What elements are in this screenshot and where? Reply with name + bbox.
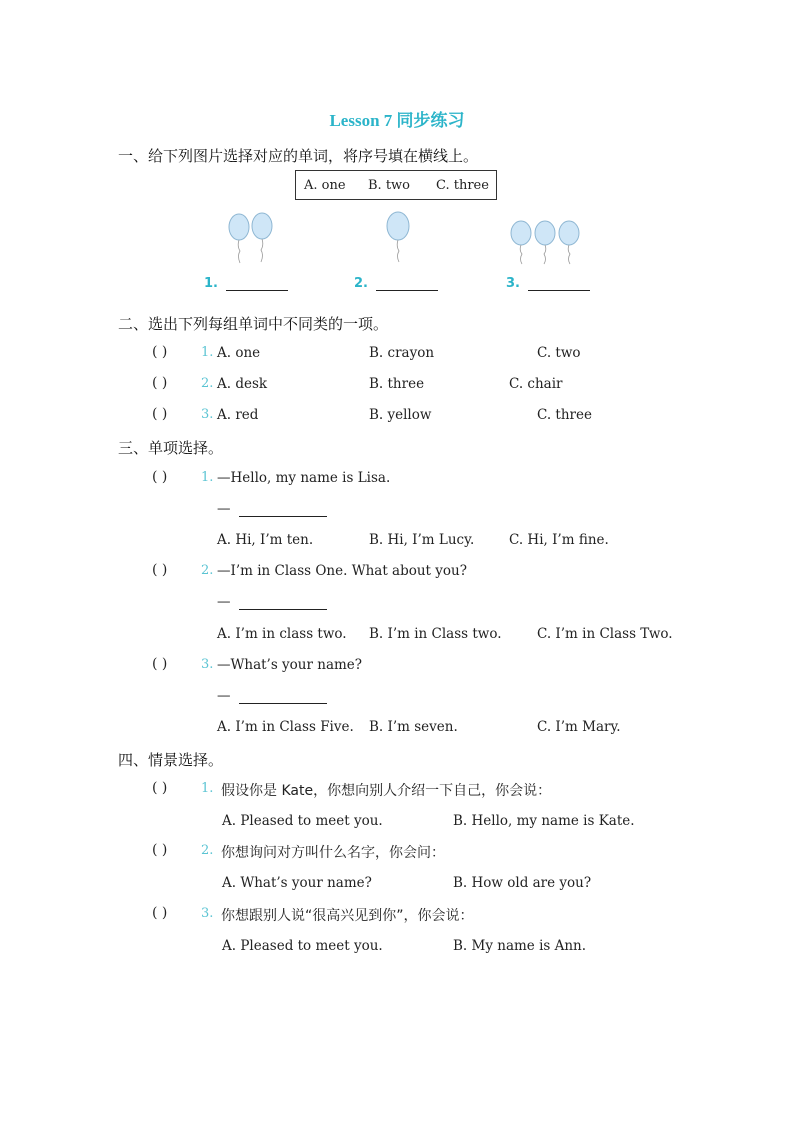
question-text: —What’s your name? — [217, 657, 363, 673]
question-number: 1. — [201, 345, 214, 360]
answer-bracket[interactable]: ( ) — [152, 344, 168, 360]
question-number: 3. — [201, 906, 214, 921]
option-c: C. two — [537, 345, 581, 361]
blank-line — [528, 289, 590, 291]
question-text: —I’m in Class One. What about you? — [217, 563, 467, 579]
option-b: B. Hi, I’m Lucy. — [369, 532, 475, 548]
balloon-icon — [511, 221, 531, 264]
blank-line — [239, 702, 327, 704]
word-option-b: B. two — [368, 178, 410, 193]
answer-bracket[interactable]: ( ) — [152, 406, 168, 422]
question-number: 1. — [201, 470, 214, 485]
option-b: B. three — [369, 376, 425, 392]
option-c: C. three — [537, 407, 592, 423]
balloon-icon — [387, 212, 409, 262]
option-a: A. Pleased to meet you. — [222, 938, 383, 954]
answer-bracket[interactable]: ( ) — [152, 562, 168, 578]
balloon-icon — [559, 221, 579, 264]
option-a: A. one — [217, 345, 261, 361]
question-number: 3. — [201, 407, 214, 422]
balloon-icon — [252, 213, 272, 262]
option-b: B. How old are you? — [453, 875, 592, 891]
option-b: B. yellow — [369, 407, 432, 423]
blank-number: 2. — [354, 276, 368, 291]
option-b: B. I’m seven. — [369, 719, 458, 735]
blank-number: 3. — [506, 276, 520, 291]
question-number: 2. — [201, 376, 214, 391]
one-balloon-image — [383, 209, 413, 263]
option-c: C. chair — [509, 376, 563, 392]
reply-blank[interactable] — [217, 688, 327, 704]
answer-blank-2[interactable] — [354, 275, 438, 291]
option-b: B. Hello, my name is Kate. — [453, 813, 635, 829]
answer-bracket[interactable]: ( ) — [152, 656, 168, 672]
three-balloons-image — [508, 219, 584, 265]
answer-bracket[interactable]: ( ) — [152, 375, 168, 391]
question-text: 你想跟别人说“很高兴见到你”，你会说： — [221, 908, 474, 924]
reply-blank[interactable] — [217, 501, 327, 517]
balloon-icon — [535, 221, 555, 264]
option-a: A. desk — [217, 376, 268, 392]
dash: — — [217, 501, 231, 517]
section-4-heading: 四、情景选择。 — [118, 751, 224, 769]
option-a: A. red — [217, 407, 259, 423]
dash: — — [217, 594, 231, 610]
dash: — — [217, 688, 231, 704]
balloon-icon — [229, 214, 249, 263]
option-b: B. crayon — [369, 345, 435, 361]
answer-blank-3[interactable] — [506, 275, 590, 291]
blank-number: 1. — [204, 276, 218, 291]
blank-line — [239, 515, 327, 517]
question-number: 2. — [201, 563, 214, 578]
option-c: C. I’m in Class Two. — [537, 626, 673, 642]
option-a: A. I’m in class two. — [217, 626, 347, 642]
answer-bracket[interactable]: ( ) — [152, 905, 168, 921]
option-b: B. My name is Ann. — [453, 938, 587, 954]
option-a: A. Hi, I’m ten. — [217, 532, 314, 548]
question-number: 2. — [201, 843, 214, 858]
answer-bracket[interactable]: ( ) — [152, 469, 168, 485]
option-a: A. I’m in Class Five. — [217, 719, 354, 735]
section-3-heading: 三、单项选择。 — [118, 439, 224, 457]
two-balloons-image — [224, 210, 280, 265]
section-1-heading: 一、给下列图片选择对应的单词，将序号填在横线上。 — [118, 147, 479, 165]
question-number: 3. — [201, 657, 214, 672]
answer-blank-1[interactable] — [204, 275, 288, 291]
answer-bracket[interactable]: ( ) — [152, 780, 168, 796]
question-text: 你想询问对方叫什么名字，你会问： — [221, 845, 445, 861]
page-title: Lesson 7 同步练习 — [329, 111, 465, 130]
blank-line — [226, 289, 288, 291]
reply-blank[interactable] — [217, 594, 327, 610]
option-a: A. What’s your name? — [222, 875, 372, 891]
word-box — [295, 170, 497, 200]
word-option-c: C. three — [436, 178, 489, 193]
question-number: 1. — [201, 781, 214, 796]
section-2-heading: 二、选出下列每组单词中不同类的一项。 — [118, 315, 389, 333]
option-a: A. Pleased to meet you. — [222, 813, 383, 829]
blank-line — [239, 608, 327, 610]
question-text: 假设你是 Kate，你想向别人介绍一下自己，你会说： — [221, 783, 552, 799]
answer-bracket[interactable]: ( ) — [152, 842, 168, 858]
option-b: B. I’m in Class two. — [369, 626, 502, 642]
question-text: —Hello, my name is Lisa. — [217, 470, 391, 486]
option-c: C. I’m Mary. — [537, 719, 621, 735]
word-option-a: A. one — [304, 178, 346, 193]
blank-line — [376, 289, 438, 291]
option-c: C. Hi, I’m fine. — [509, 532, 609, 548]
